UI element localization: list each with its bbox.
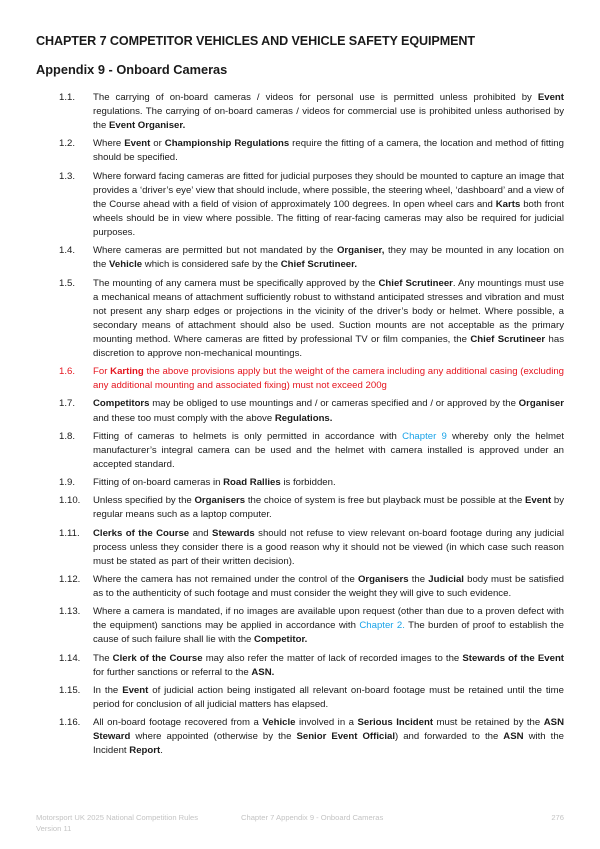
clause-text-segment: whereby only the helmet manufacturer’s integral camera can be used and the helmet with camera installed is approved under an accepted standard. (93, 430, 564, 470)
clause-number: 1.5. (59, 277, 76, 289)
clause-text-segment: which is considered safe by the (142, 259, 281, 271)
clause-text-segment: for further sanctions or referral to the (93, 666, 252, 678)
clause-text (93, 527, 564, 569)
clause-text-segment: The burden of proof to establish the cause of such failure shall lie with the (93, 620, 564, 646)
clause-text-segment: or (150, 138, 165, 150)
clause-text-segment: may be obliged to use mountings and / or cameras specified and / or approved by the (149, 398, 519, 410)
footer-publication: Motorsport UK 2025 National Competition Rules (36, 813, 199, 822)
defined-term: Organisers (194, 495, 246, 507)
clause-text-segment: The (93, 652, 113, 664)
clause-item (0, 652, 600, 680)
defined-term: Karting (110, 366, 144, 378)
clause-number: 1.6. (59, 366, 76, 378)
clause-text (93, 494, 564, 522)
clause-number: 1.3. (59, 170, 76, 182)
defined-term: Judicial (428, 573, 464, 585)
clause-item (0, 170, 600, 240)
clause-number: 1.12. (59, 573, 81, 585)
appendix-title: Appendix 9 - Onboard Cameras (36, 62, 228, 77)
defined-term: Organisers (357, 573, 409, 585)
footer-section: Chapter 7 Appendix 9 - Onboard Cameras (241, 813, 384, 822)
clause-text (93, 716, 564, 758)
footer-version: Version 11 (36, 823, 72, 833)
defined-term: Road Rallies (223, 477, 281, 489)
clause-item (0, 684, 600, 712)
clause-text-segment: they may be mounted in any location on the (93, 245, 565, 271)
defined-term: Chief Scrutineer (378, 277, 453, 289)
clause-number: 1.7. (59, 398, 76, 410)
clause-item (0, 605, 600, 647)
clause-text-segment: the above provisions apply but the weight of the camera including any additional casing (excluding any additional mounting and associated fixing) must not exceed 200g (93, 366, 564, 392)
defined-term: Clerk of the Course (112, 652, 203, 664)
clause-text-segment: require the fitting of a camera, the location and method of fitting should be specified. (93, 138, 564, 164)
clause-text-segment: should not refuse to view relevant on-board footage during any judicial process unless they consider there is a good reason why it should not be viewed (in which case such reason must be stated as part of their written decision). (93, 527, 564, 567)
defined-term: Stewards of the Event (462, 652, 564, 664)
defined-term: Organiser, (336, 245, 385, 257)
clause-text-segment: Fitting of on-board cameras in (93, 477, 224, 489)
clause-text-segment: the (408, 573, 429, 585)
defined-term: Vehicle (109, 259, 143, 271)
clause-number: 1.1. (59, 92, 76, 103)
clause-text (93, 397, 564, 425)
clause-text-segment: is forbidden. (280, 477, 336, 489)
clause-text-segment: Unless specified by the (93, 495, 195, 507)
clause-item (0, 397, 600, 425)
clause-text-segment: regulations. The carrying of on-board cameras / videos for commercial use is prohibited unless authorised by the (93, 106, 564, 132)
clause-text (93, 652, 564, 680)
clause-text-segment: has discretion to approve non-mechanical mountings. (93, 333, 565, 359)
clause-number: 1.14. (59, 652, 81, 664)
clause-item (0, 365, 600, 393)
clause-text-segment: with the Incident (93, 731, 564, 757)
defined-term: Chief Scrutineer (470, 333, 546, 345)
defined-term: ASN Steward (93, 717, 565, 743)
clause-text-segment: may also refer the matter of lack of recorded images to the (202, 652, 463, 664)
clause-text-segment: Where cameras are permitted but not mandated by the (93, 245, 337, 257)
clause-text-segment: Where a camera is mandated, if no images are available upon request (other than due to a proven defect with the equipment) sanctions may be applied in accordance with (93, 606, 564, 632)
clause-text-segment: Where the camera has not remained under the control of the (93, 573, 358, 585)
defined-term: Championship Regulations (164, 138, 290, 150)
clause-text-segment: All on-board footage recovered from a (93, 717, 263, 729)
defined-term: Event (537, 92, 564, 103)
clause-text-segment: The mounting of any camera must be specifically approved by the (93, 277, 379, 289)
clause-text (93, 244, 564, 272)
clause-number: 1.16. (59, 717, 81, 729)
defined-term: Event (124, 138, 151, 150)
clause-text (93, 277, 564, 362)
clause-number: 1.13. (59, 606, 81, 618)
clause-text (93, 91, 564, 133)
chapter-title: CHAPTER 7 COMPETITOR VEHICLES AND VEHICLE SAFETY EQUIPMENT (36, 34, 475, 48)
clause-item (0, 527, 600, 569)
clause-text-segment: where appointed (otherwise by the (130, 731, 297, 743)
chapter-link[interactable]: Chapter 2. (359, 620, 405, 632)
defined-term: Event (525, 495, 552, 507)
clause-text-segment: . Any mountings must use a mechanical means of attachment sufficiently robust to withstand anticipated stresses and vibration and must not present any sharp edges or projections in the vicinity of the driver’s body or helmet. Where possible, a secondary means of attachment should also be used. Suction mounts are not acceptable as the primary mounting method. Where cameras are fitted by professional TV or film companies, the (93, 277, 564, 345)
clause-text (93, 684, 564, 712)
clause-item (0, 244, 600, 272)
clause-number: 1.4. (59, 245, 76, 257)
defined-term: Chief Scrutineer. (280, 259, 357, 271)
defined-term: Senior Event Official (296, 731, 395, 743)
defined-term: ASN. (251, 666, 275, 678)
clause-text-segment: of judicial action being instigated all relevant on-board footage must be retained until the time period for conclusion of all judicial matters has elapsed. (93, 684, 564, 710)
clause-text (93, 476, 564, 490)
clause-item (0, 137, 600, 165)
clause-list (0, 91, 600, 763)
clause-item (0, 91, 600, 133)
clause-item (0, 494, 600, 522)
clause-text-segment: Where (93, 138, 125, 150)
clause-text-segment: The carrying of on-board cameras / videos for personal use is permitted unless prohibited by (93, 92, 538, 103)
clause-text-segment: Fitting of cameras to helmets is only permitted in accordance with (93, 430, 403, 442)
defined-term: ASN (503, 731, 524, 743)
clause-text-segment: and (189, 527, 213, 539)
clause-number: 1.9. (59, 477, 76, 489)
defined-term: Clerks of the Course (93, 527, 190, 539)
defined-term: Report (129, 745, 161, 757)
clause-text-segment: by regular means such as a laptop computer. (93, 495, 564, 521)
clause-text-segment: both front wheels should be in view where possible. The fitting of rear-facing cameras may also be required for judicial purposes. (93, 198, 564, 239)
footer-publication-block (36, 813, 236, 834)
clause-text-segment: ) and forwarded to the (395, 731, 504, 743)
clause-text (93, 170, 564, 240)
clause-number: 1.8. (59, 430, 76, 442)
clause-text-segment: Where forward facing cameras are fitted for judicial purposes they should be mounted to capture an image that provides a ‘driver’s eye’ view that should include, where possible, the steering wheel, ‘dashboard’ and a view of the Course ahead with a field of vision of approximately 100 degrees. In open wheel cars and (93, 170, 564, 210)
clause-text-segment: involved in a (295, 717, 358, 729)
clause-number: 1.2. (59, 138, 76, 150)
clause-item (0, 277, 600, 362)
clause-number: 1.15. (59, 684, 81, 696)
defined-term: Organiser (518, 398, 564, 410)
clause-text (93, 137, 564, 165)
clause-text-segment: . (160, 745, 163, 757)
defined-term: Competitor. (254, 634, 308, 646)
clause-text-segment: the choice of system is free but playback must be possible at the (245, 495, 526, 507)
clause-item (0, 476, 600, 490)
chapter-link[interactable]: Chapter 9 (402, 430, 447, 442)
defined-term: Event Organiser. (109, 120, 186, 132)
defined-term: Serious Incident (357, 717, 434, 729)
defined-term: Event (122, 684, 149, 696)
clause-text-segment: For (93, 366, 111, 378)
clause-item (0, 716, 600, 758)
clause-text (93, 430, 564, 472)
defined-term: Vehicle (262, 717, 296, 729)
clause-number: 1.10. (59, 495, 81, 507)
clause-text-segment: In the (93, 684, 123, 696)
clause-text-segment: and these too must comply with the above (93, 412, 275, 424)
clause-text-segment: must be retained by the (433, 717, 544, 729)
defined-term: Regulations. (274, 412, 333, 424)
clause-text (93, 365, 564, 393)
defined-term: Competitors (93, 398, 150, 410)
clause-number: 1.11. (59, 527, 80, 539)
clause-text (93, 605, 564, 647)
page-number: 276 (551, 813, 564, 822)
defined-term: Stewards (212, 527, 255, 539)
clause-item (0, 430, 600, 472)
clause-text (93, 573, 564, 601)
clause-text-segment: body must be satisfied as to the authenticity of such footage and must consider the weight they will give to such evidence. (93, 573, 564, 600)
clause-item (0, 573, 600, 601)
defined-term: Karts (495, 198, 521, 210)
